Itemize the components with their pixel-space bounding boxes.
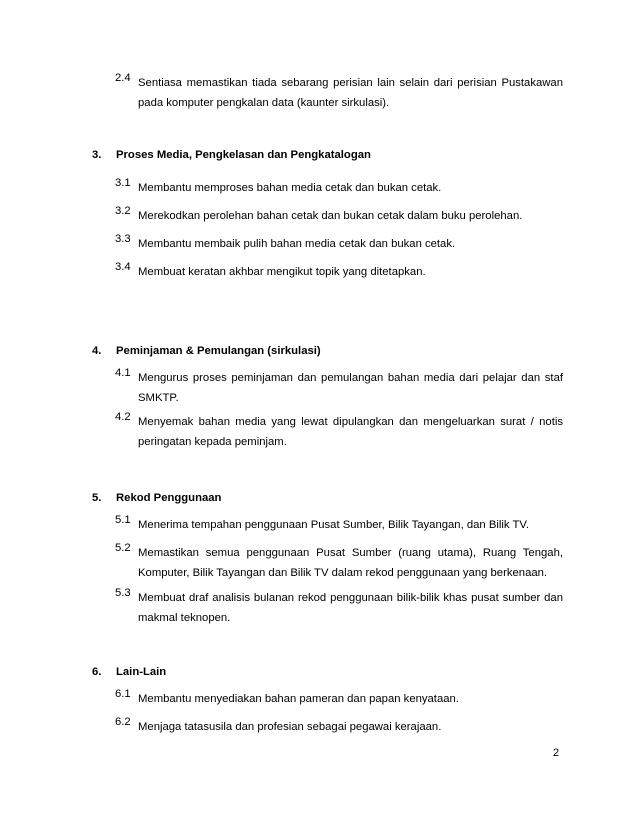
- section-heading-6: [92, 667, 166, 678]
- item-number: 3.1: [115, 177, 131, 189]
- item-text: Merekodkan perolehan bahan cetak dan bukan cetak dalam buku perolehan.: [138, 210, 523, 222]
- list-item-6-2: [115, 717, 563, 737]
- section-number: 5.: [92, 492, 102, 504]
- item-text: Membantu menyediakan bahan pameran dan papan kenyataan.: [138, 693, 459, 705]
- item-text: Membantu memproses bahan media cetak dan bukan cetak.: [138, 182, 442, 194]
- section-number: 4.: [92, 345, 102, 357]
- list-item-3-2: [115, 206, 563, 226]
- item-text: Menyemak bahan media yang lewat dipulangkan dan mengeluarkan surat / notis peringatan kepada peminjam.: [138, 416, 563, 448]
- item-text: Membuat keratan akhbar mengikut topik yang ditetapkan.: [138, 266, 426, 278]
- list-item-5-1: [115, 515, 563, 535]
- item-text: Menjaga tatasusila dan profesian sebagai pegawai kerajaan.: [138, 721, 442, 733]
- item-text: Menerima tempahan penggunaan Pusat Sumber, Bilik Tayangan, dan Bilik TV.: [138, 519, 530, 531]
- list-item-6-1: [115, 689, 563, 709]
- item-number: 6.2: [115, 716, 131, 728]
- page-number: 2: [553, 747, 560, 759]
- item-number: 3.2: [115, 205, 131, 217]
- section-number: 3.: [92, 149, 102, 161]
- list-item-3-3: [115, 234, 563, 254]
- section-heading-3: [92, 150, 371, 161]
- item-number: 6.1: [115, 688, 131, 700]
- section-title: Lain-Lain: [116, 666, 167, 678]
- section-number: 6.: [92, 666, 102, 678]
- item-number: 3.4: [115, 261, 131, 273]
- list-item-5-2: [115, 543, 563, 583]
- section-heading-4: [92, 346, 321, 357]
- item-text: Membantu membaik pulih bahan media cetak dan bukan cetak.: [138, 238, 456, 250]
- list-item-4-2: [115, 412, 563, 452]
- item-text: Sentiasa memastikan tiada sebarang perisian lain selain dari perisian Pustakawan pada komputer pengkalan data (kaunter sirkulasi).: [138, 77, 563, 109]
- list-item-4-1: [115, 368, 563, 408]
- list-item-5-3: [115, 588, 563, 628]
- item-text: Mengurus proses peminjaman dan pemulangan bahan media dari pelajar dan staf SMKTP.: [138, 372, 563, 404]
- item-number: 3.3: [115, 233, 131, 245]
- item-number: 5.3: [115, 587, 131, 599]
- section-title: Rekod Penggunaan: [116, 492, 222, 504]
- item-number: 2.4: [115, 72, 131, 84]
- section-heading-5: [92, 493, 221, 504]
- item-number: 5.1: [115, 514, 131, 526]
- section-title: Proses Media, Pengkelasan dan Pengkatalogan: [116, 149, 371, 161]
- list-item-3-4: [115, 262, 563, 282]
- item-number: 5.2: [115, 542, 131, 554]
- item-text: Memastikan semua penggunaan Pusat Sumber (ruang utama), Ruang Tengah, Komputer, Bilik Tayangan dan Bilik TV dalam rekod penggunaan yang berkenaan.: [138, 547, 563, 579]
- list-item-3-1: [115, 178, 563, 198]
- item-number: 4.1: [115, 367, 131, 379]
- list-item-2-4: [115, 73, 563, 113]
- section-title: Peminjaman & Pemulangan (sirkulasi): [116, 345, 321, 357]
- item-number: 4.2: [115, 411, 131, 423]
- item-text: Membuat draf analisis bulanan rekod penggunaan bilik-bilik khas pusat sumber dan makmal teknopen.: [138, 592, 563, 624]
